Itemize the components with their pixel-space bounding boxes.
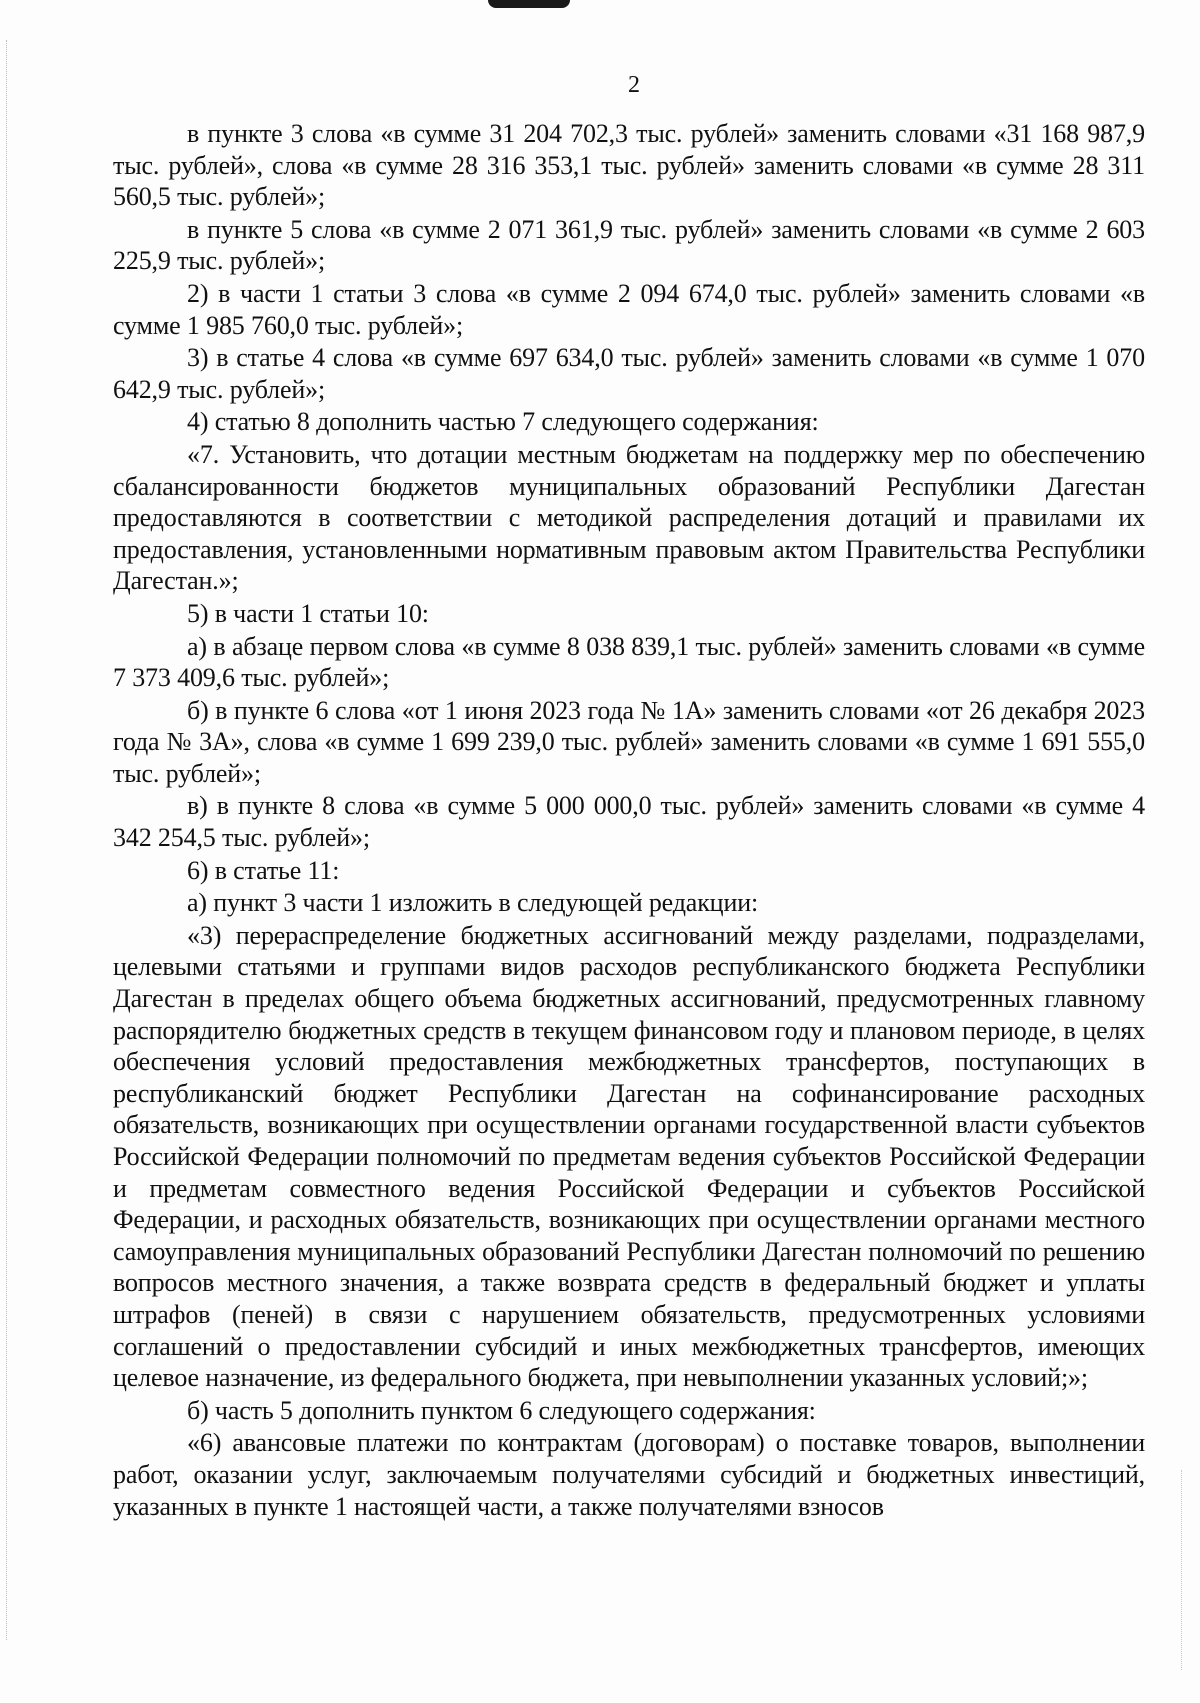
paragraph: в) в пункте 8 слова «в сумме 5 000 000,0 тыс. рублей» заменить словами «в сумме 4 342 254,5 тыс. рублей»; [113,791,1145,853]
paragraph: б) часть 5 дополнить пунктом 6 следующего содержания: [187,1395,816,1425]
scan-artifact [488,0,570,8]
paragraph: 4) статью 8 дополнить частью 7 следующего содержания: [187,407,819,437]
paragraph: в пункте 3 слова «в сумме 31 204 702,3 тыс. рублей» заменить словами «31 168 987,9 тыс. рублей», слова «в сумме 28 316 353,1 тыс. рублей» заменить словами «в сумме 28 311 560,5 тыс. рублей»; [113,119,1145,212]
paragraph: 6) в статье 11: [187,855,340,885]
paragraph: «7. Установить, что дотации местным бюджетам на поддержку мер по обеспечению сбалансированности бюджетов муниципальных образований Республики Дагестан предоставляются в соответствии с методикой распределения дотаций и правилами их предоставления, установленными нормативным правовым актом Правительства Республики Дагестан.»; [113,439,1145,596]
paragraph: а) пункт 3 части 1 изложить в следующей редакции: [187,888,759,918]
paragraph: б) в пункте 6 слова «от 1 июня 2023 года № 1А» заменить словами «от 26 декабря 2023 года № 3А», слова «в сумме 1 699 239,0 тыс. рублей» заменить словами «в сумме 1 691 555,0 тыс. рублей»; [113,695,1145,788]
paragraph: «3) перераспределение бюджетных ассигнований между разделами, подразделами, целевыми статьями и группами видов расходов республиканского бюджета Республики Дагестан в пределах общего объема бюджетных ассигнований, предусмотренных главному распорядителю бюджетных средств в текущем финансовом году и плановом периоде, в целях обеспечения условий предоставления межбюджетных трансфертов, поступающих в республиканский бюджет Республики Дагестан на софинансирование расходных обязательств, возникающих при осуществлении органами государственной власти субъектов Российской Федерации полномочий по предметам ведения субъектов Российской Федерации и предметам совместного ведения Российской Федерации и субъектов Российской Федерации, и расходных обязательств, возникающих при осуществлении органами местного самоуправления муниципальных образований Республики Дагестан полномочий по решению вопросов местного значения, а также возврата средств в федеральный бюджет и уплаты штрафов (пеней) в связи с нарушением обязательств, предусмотренных условиями соглашений о предоставлении субсидий и иных межбюджетных трансфертов, имеющих целевое назначение, из федерального бюджета, при невыполнении указанных условий;»; [113,920,1145,1393]
paragraph: а) в абзаце первом слова «в сумме 8 038 839,1 тыс. рублей» заменить словами «в сумме 7 373 409,6 тыс. рублей»; [113,631,1145,693]
paragraph: 2) в части 1 статьи 3 слова «в сумме 2 094 674,0 тыс. рублей» заменить словами «в сумме 1 985 760,0 тыс. рублей»; [113,278,1145,340]
paragraph: 5) в части 1 статьи 10: [187,598,429,628]
scan-edge-noise [6,40,11,1640]
page-number: 2 [628,72,640,98]
scan-edge-noise [1177,1470,1182,1670]
paragraph: в пункте 5 слова «в сумме 2 071 361,9 тыс. рублей» заменить словами «в сумме 2 603 225,9 тыс. рублей»; [113,214,1145,276]
paragraph: «6) авансовые платежи по контрактам (договорам) о поставке товаров, выполнении работ, оказании услуг, заключаемым получателями субсидий и бюджетных инвестиций, указанных в пункте 1 настоящей части, а также получателями взносов [113,1428,1145,1521]
document-body [113,118,1145,1523]
paragraph: 3) в статье 4 слова «в сумме 697 634,0 тыс. рублей» заменить словами «в сумме 1 070 642,9 тыс. рублей»; [113,343,1145,404]
